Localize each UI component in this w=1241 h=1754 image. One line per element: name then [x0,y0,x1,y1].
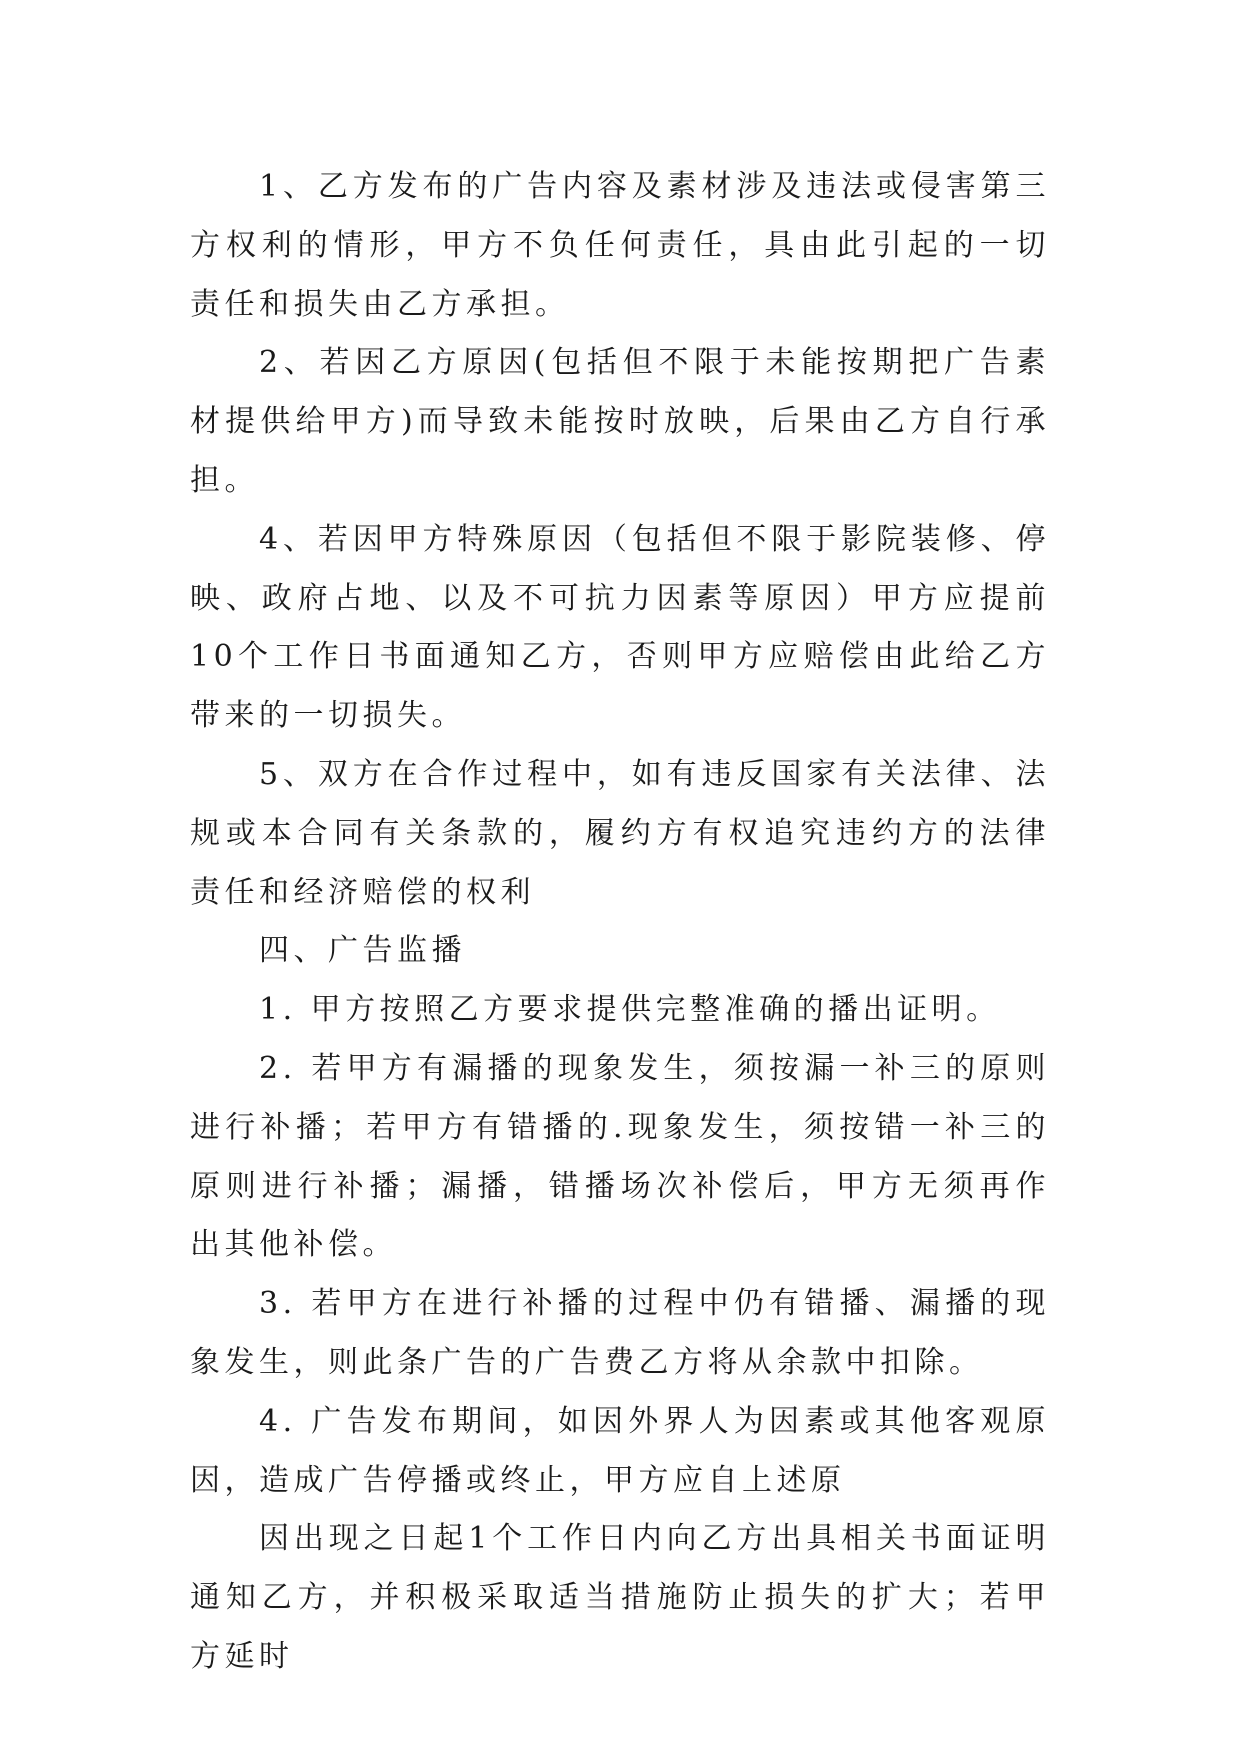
document-body [190,158,1050,1687]
paragraph-monitoring-3: 3. 若甲方在进行补播的过程中仍有错播、漏播的现象发生，则此条广告的广告费乙方将从余款中扣除。 [190,1286,1050,1380]
section-heading-ad-monitoring: 四、广告监播 [259,933,466,969]
paragraph-clause-5: 5、双方在合作过程中，如有违反国家有关法律、法规或本合同有关条款的，履约方有权追究违约方的法律责任和经济赔偿的权利 [190,756,1050,910]
paragraph-clause-4: 4、若因甲方特殊原因（包括但不限于影院装修、停映、政府占地、以及不可抗力因素等原因）甲方应提前10个工作日书面通知乙方，否则甲方应赔偿由此给乙方带来的一切损失。 [190,521,1050,734]
paragraph-monitoring-4-continued: 因出现之日起1个工作日内向乙方出具相关书面证明通知乙方，并积极采取适当措施防止损失的扩大；若甲方延时 [190,1521,1050,1674]
paragraph-monitoring-4: 4. 广告发布期间，如因外界人为因素或其他客观原因，造成广告停播或终止，甲方应自上述原 [190,1403,1050,1498]
paragraph-monitoring-2: 2. 若甲方有漏播的现象发生，须按漏一补三的原则进行补播；若甲方有错播的.现象发生，须按错一补三的原则进行补播；漏播，错播场次补偿后，甲方无须再作出其他补偿。 [190,1050,1050,1263]
paragraph-clause-2: 2、若因乙方原因(包括但不限于未能按期把广告素材提供给甲方)而导致未能按时放映，后果由乙方自行承担。 [190,345,1050,498]
paragraph-monitoring-1: 1. 甲方按照乙方要求提供完整准确的播出证明。 [259,992,1001,1028]
paragraph-clause-1: 1、乙方发布的广告内容及素材涉及违法或侵害第三方权利的情形，甲方不负任何责任，具由此引起的一切责任和损失由乙方承担。 [190,169,1050,322]
